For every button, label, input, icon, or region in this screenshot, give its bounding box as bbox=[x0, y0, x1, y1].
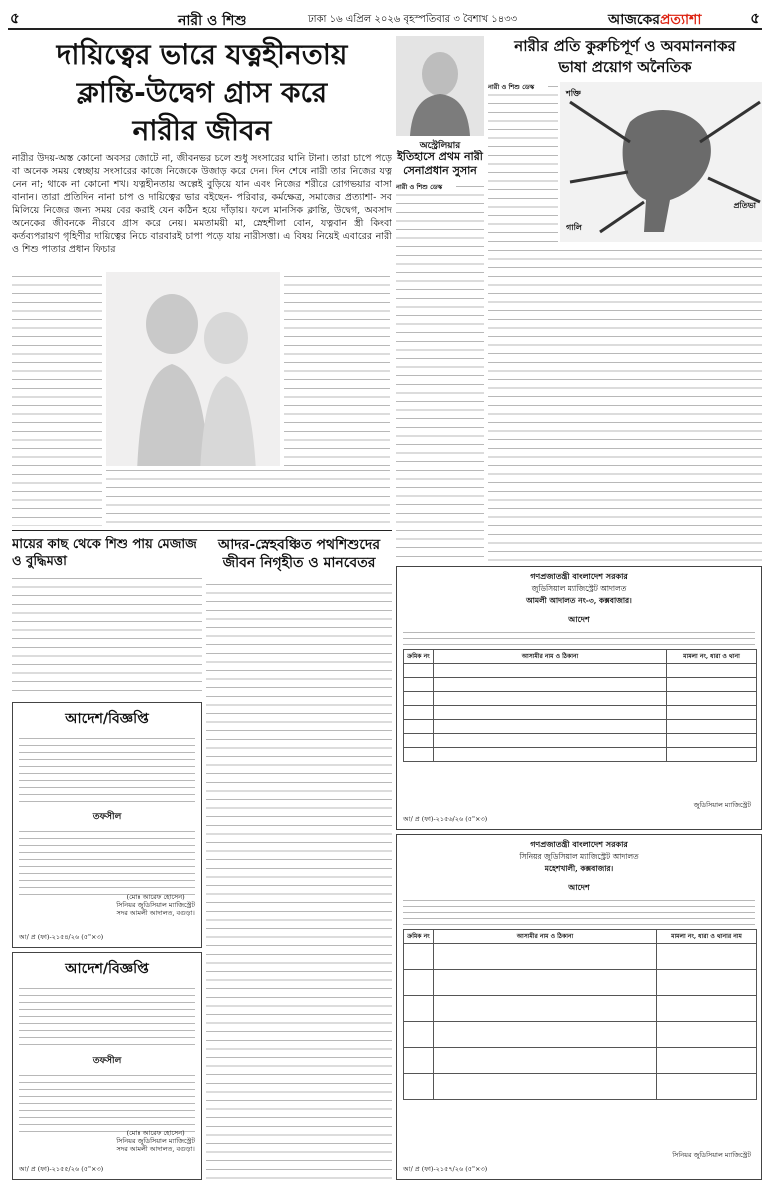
court-notice-2-table: ক্রমিক নং আসামীর নাম ও ঠিকানা মামলা নং, ধারা ও থানার নাম bbox=[403, 929, 757, 1100]
australia-body: নারী ও শিশু ডেস্ক bbox=[396, 182, 484, 562]
notice-2-title: আদেশ/বিজ্ঞপ্তি bbox=[65, 961, 149, 977]
page-header bbox=[8, 6, 762, 30]
notice-1: আদেশ/বিজ্ঞপ্তি তফসীল (মোঃ আরেফ হোসেন) সিনিয়র জুডিসিয়াল ম্যাজিস্ট্রেট সদর আমলী আদালত, বগুড়া। আ/ প্র (ফা)-২১৫৪/২৬ (৫"×৩) bbox=[12, 702, 202, 948]
notice-2: আদেশ/বিজ্ঞপ্তি তফসীল (মোঃ আরেফ হোসেন) সিনিয়র জুডিসিয়াল ম্যাজিস্ট্রেট সদর আমলী আদালত, বগুড়া। আ/ প্র (ফা)-২১৫৫/২৬ (৫"×৩) bbox=[12, 952, 202, 1180]
court-notice-1: গণপ্রজাতন্ত্রী বাংলাদেশ সরকার জুডিসিয়াল ম্যাজিস্ট্রেট আদালত আমলী আদালত নং-৩, কক্সবাজার। আদেশ ক্রমিক নং আসামীর নাম ও ঠিকানা মামলা নং, ধারা ও থানা জুডিসিয়াল ম্যাজিস্ট্রেট আ/ প্র (ফা)-২১৫৬/২৬ (৫"×৩) bbox=[396, 566, 762, 830]
court-notice-1-table: ক্রমিক নং আসামীর নাম ও ঠিকানা মামলা নং, ধারা ও থানা bbox=[403, 649, 757, 762]
notice-2-list-title: তফসীল bbox=[92, 1056, 122, 1066]
lead-column-1 bbox=[12, 272, 102, 526]
page-number-right: ৫ bbox=[750, 9, 760, 27]
notice-2-code: আ/ প্র (ফা)-২১৫৫/২৬ (৫"×৩) bbox=[19, 1165, 104, 1173]
notice-1-list-title: তফসীল bbox=[92, 812, 122, 822]
newspaper-logo: আজকেরপ্রত্যাশা bbox=[608, 12, 702, 28]
mother-headline: মায়ের কাছ থেকে শিশু পায় মেজাজ ও বুদ্ধিমত্তা bbox=[12, 537, 197, 569]
street-headline: আদর-স্নেহবঞ্চিত পথশিশুদের জীবন নিগৃহীত ও মানবেতর bbox=[217, 537, 381, 571]
lead-column-bottom bbox=[106, 466, 390, 526]
language-body-top: নারী ও শিশু ডেস্ক bbox=[488, 82, 558, 242]
dateline: ঢাকা ১৬ এপ্রিল ২০২৬ বৃহস্পতিবার ৩ বৈশাখ ১৪৩৩ bbox=[308, 14, 518, 25]
notice-1-title: আদেশ/বিজ্ঞপ্তি bbox=[65, 711, 149, 727]
australia-kicker: অস্ট্রেলিয়ার bbox=[419, 141, 461, 151]
section-name: নারী ও শিশু bbox=[178, 13, 247, 29]
lead-intro: নারীর উদয়-অস্ত কোনো অবসর জোটে না, জীবনভর চলে শুধু সংসারের ঘানি টানা। তারা চাপে পড়ে বা অনেক সময় স্বেচ্ছায় সংসারের কাজে নিজেকে উজাড় করে দেন। দিন শেষে নারী তার নিজের যত্ন নেন না; থাকে না কোনো শখ। যত্নহীনতায় অল্পেই বুড়িয়ে যান এবং নিজের শরীরে রোগভয়ার বাসা বানান। তারা প্রতিদিন নানা চাপ ও দায়িত্বের ভার বইছেন- পরিবার, কর্মক্ষেত্র, সমাজের প্রত্যাশা- সব মিলিয়ে নিজের জন্য সময় বের করাই যেন কঠিন হয়ে দাঁড়ায়। ফলে মানসিক ক্লান্তি, উদ্বেগ, অবসাদ অনেকের জীবনকে নীরবে গ্রাস করে নেয়। মমতাময়ী মা, স্নেহশীলা বোন, যত্নবান স্ত্রী কিংবা কর্তব্যপরায়ণ গৃহিণীর দায়িত্বের নিচে বারবারই চাপা পড়ে যায় নারীসত্তা। এ বিষয় নিয়েই এবারের নারী ও শিশু পাতার প্রধান ফিচার bbox=[12, 153, 392, 255]
page-number-left: ৫ bbox=[10, 9, 20, 27]
street-body bbox=[206, 580, 392, 1180]
court-notice-2: গণপ্রজাতন্ত্রী বাংলাদেশ সরকার সিনিয়র জুডিসিয়াল ম্যাজিস্ট্রেট আদালত মহেশখালী, কক্সবাজার। আদেশ ক্রমিক নং আসামীর নাম ও ঠিকানা মামলা নং, ধারা ও থানার নাম সিনিয়র জুডিসিয়াল ম্যাজিস্ট্রেট আ/ প্র (ফা)-২১৫৭/২৬ (৫"×৩) bbox=[396, 834, 762, 1180]
susan-photo bbox=[396, 36, 484, 136]
lead-headline: দায়িত্বের ভারে যত্নহীনতায় ক্লান্তি-উদ্বেগ গ্রাস করে নারীর জীবন bbox=[56, 38, 348, 147]
language-headline: নারীর প্রতি কুরুচিপূর্ণ ও অবমাননাকর ভাষা প্রয়োগ অনৈতিক bbox=[514, 37, 736, 76]
language-illustration: শক্তি গালি প্রতিভা bbox=[560, 82, 762, 242]
australia-headline: ইতিহাসে প্রথম নারী সেনাপ্রধান সুসান bbox=[397, 150, 483, 177]
notice-1-code: আ/ প্র (ফা)-২১৫৪/২৬ (৫"×৩) bbox=[19, 933, 104, 941]
language-body bbox=[488, 246, 762, 562]
mother-body bbox=[12, 574, 202, 698]
